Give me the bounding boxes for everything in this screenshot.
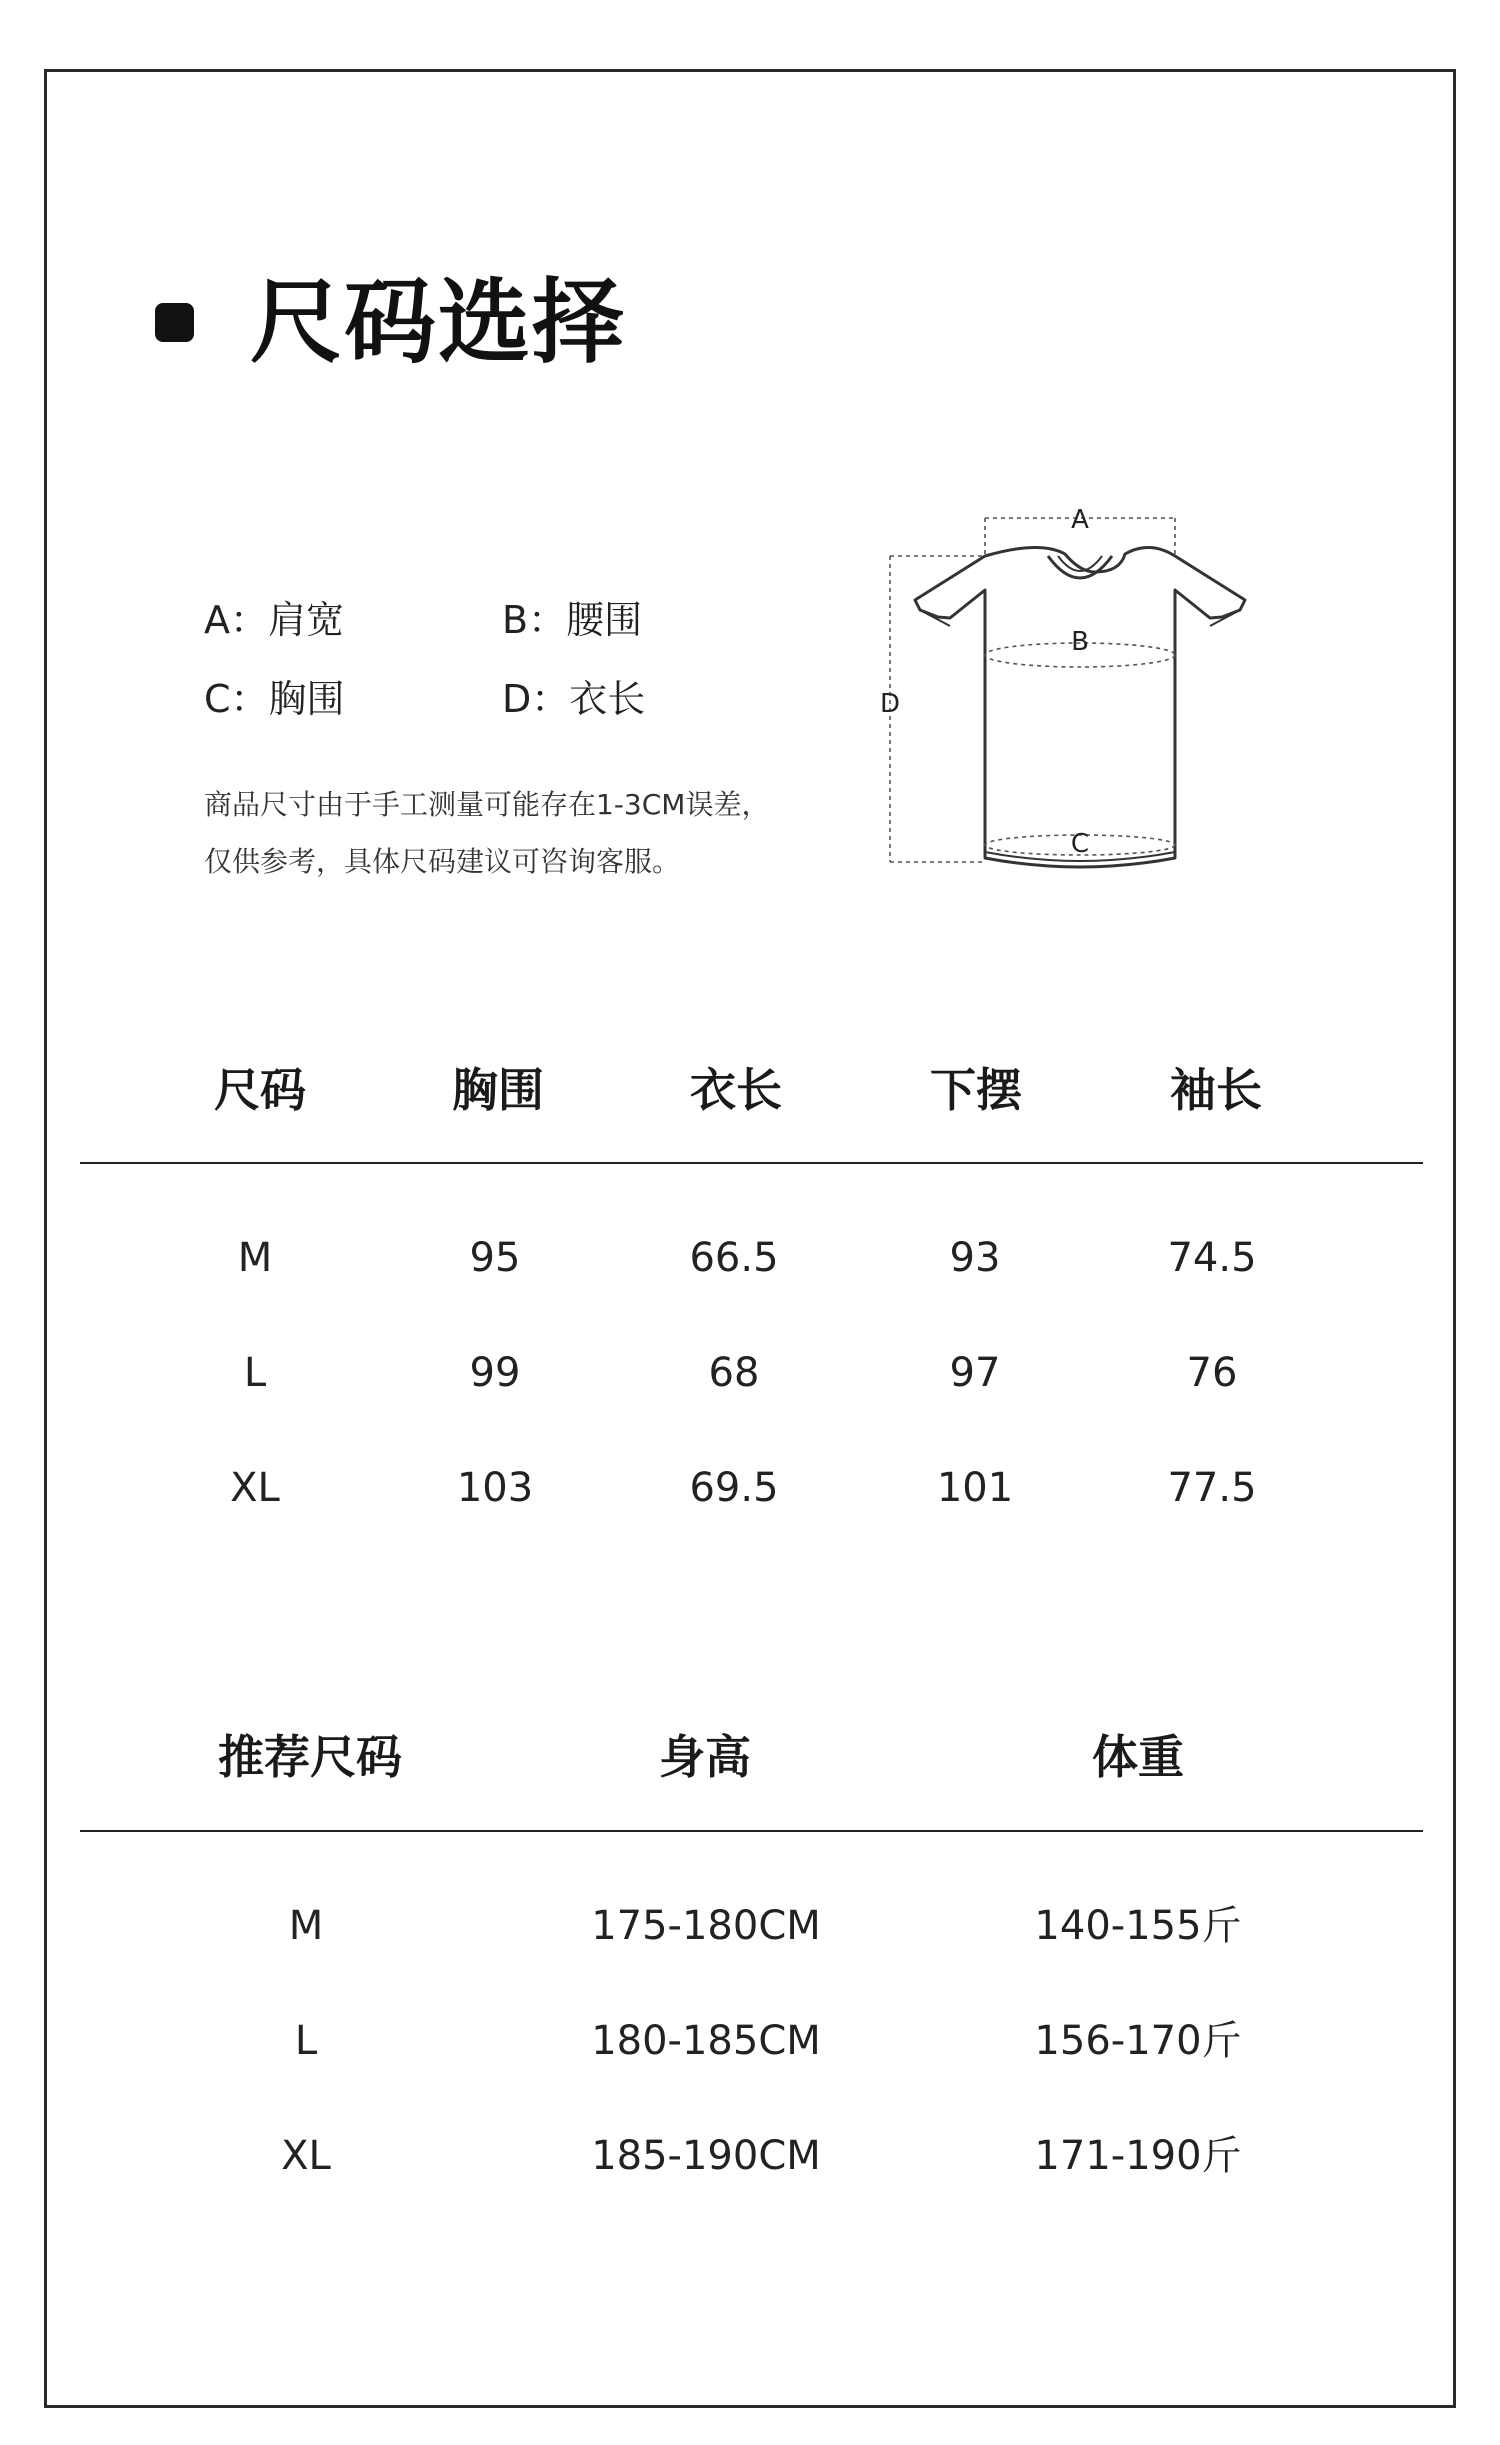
tshirt-outline-icon — [915, 547, 1245, 867]
table-cell: 74.5 — [1167, 1235, 1257, 1281]
table-cell: 156-170斤 — [1034, 2018, 1242, 2064]
recommend-table-header: 推荐尺码 — [218, 1730, 402, 1784]
size-table-header: 胸围 — [452, 1063, 544, 1117]
legend-length: D：衣长 — [502, 677, 646, 721]
page-title: 尺码选择 — [250, 269, 627, 376]
size-table-header: 衣长 — [690, 1063, 782, 1117]
size-table-header: 袖长 — [1170, 1063, 1262, 1117]
table-cell: 140-155斤 — [1034, 1903, 1242, 1949]
table-cell: XL — [281, 2133, 331, 2179]
title-bullet-icon — [155, 303, 194, 342]
diagram-label-c: C — [1070, 829, 1090, 859]
tshirt-diagram — [880, 500, 1260, 900]
table-cell: 76 — [1186, 1350, 1238, 1396]
table-cell: 99 — [469, 1350, 521, 1396]
recommend-table-header: 身高 — [659, 1730, 751, 1784]
table-cell: M — [237, 1235, 273, 1281]
table-cell: 77.5 — [1167, 1465, 1257, 1511]
legend-chest: C：胸围 — [204, 677, 345, 721]
table-cell: 175-180CM — [591, 1903, 821, 1949]
table-cell: 68 — [708, 1350, 760, 1396]
size-table-header: 下摆 — [930, 1063, 1022, 1117]
table-cell: 185-190CM — [591, 2133, 821, 2179]
diagram-label-a: A — [1071, 505, 1089, 535]
size-table-divider — [80, 1162, 1423, 1164]
table-cell: 103 — [456, 1465, 534, 1511]
measurement-guides — [890, 518, 1175, 862]
table-cell: L — [294, 2018, 318, 2064]
recommend-table-divider — [80, 1830, 1423, 1832]
table-cell: M — [288, 1903, 324, 1949]
size-table-header: 尺码 — [214, 1063, 306, 1117]
table-cell: 93 — [949, 1235, 1001, 1281]
table-cell: 97 — [949, 1350, 1001, 1396]
table-cell: 101 — [936, 1465, 1014, 1511]
recommend-table-header: 体重 — [1092, 1730, 1184, 1784]
table-cell: 66.5 — [689, 1235, 779, 1281]
diagram-label-b: B — [1071, 627, 1089, 657]
table-cell: 95 — [469, 1235, 521, 1281]
legend-shoulder-width: A：肩宽 — [204, 598, 344, 642]
table-cell: 171-190斤 — [1034, 2133, 1242, 2179]
table-cell: 69.5 — [689, 1465, 779, 1511]
diagram-label-d: D — [880, 689, 901, 719]
legend-waist: B：腰围 — [502, 598, 643, 642]
table-cell: L — [243, 1350, 267, 1396]
table-cell: 180-185CM — [591, 2018, 821, 2064]
table-cell: XL — [230, 1465, 280, 1511]
measurement-note-line1: 商品尺寸由于手工测量可能存在1-3CM误差， — [204, 788, 770, 821]
measurement-note-line2: 仅供参考，具体尺码建议可咨询客服。 — [204, 845, 681, 878]
